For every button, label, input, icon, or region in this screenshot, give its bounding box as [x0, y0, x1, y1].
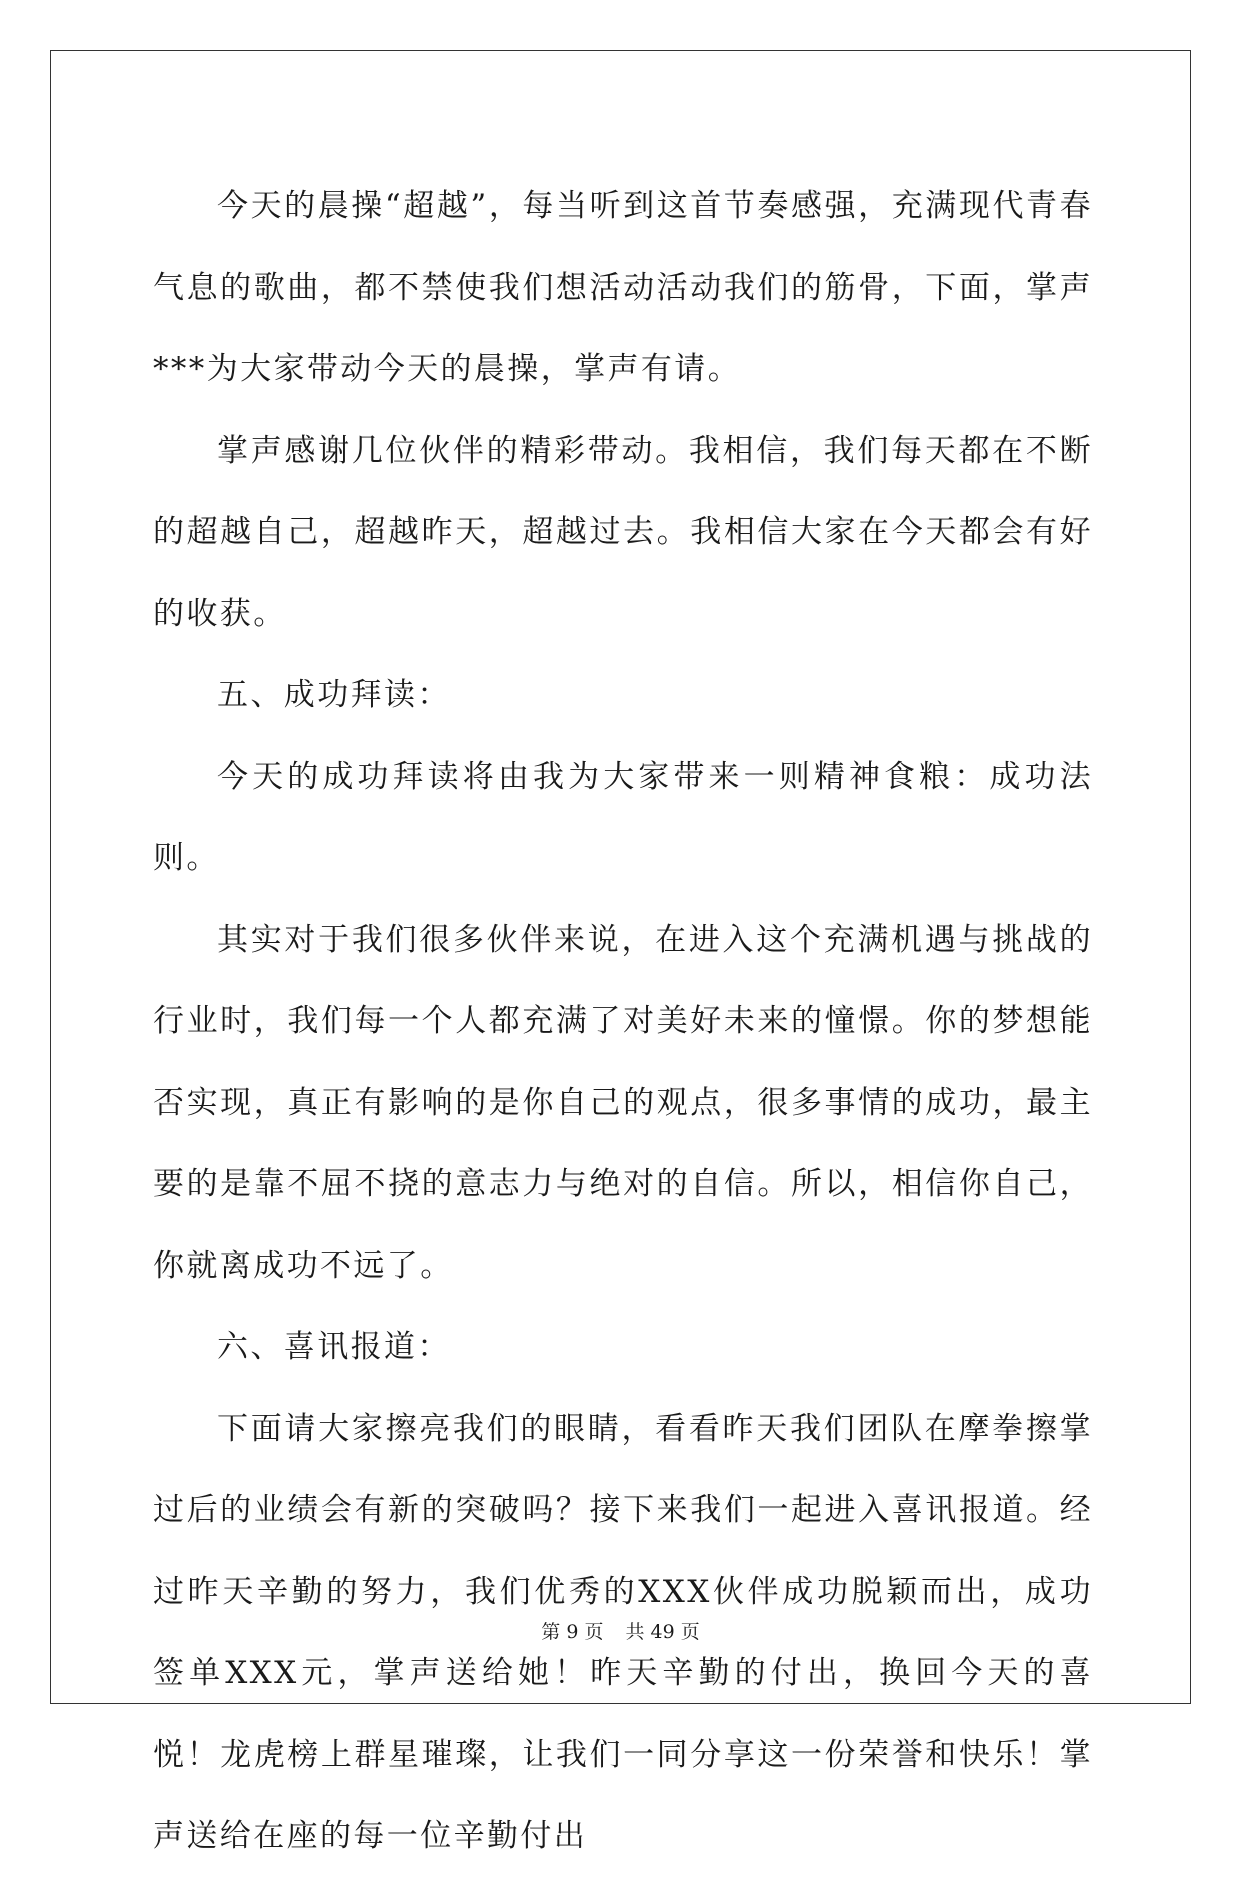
total-page-count: 共 49 页	[625, 1621, 700, 1643]
paragraph-thanks: 掌声感谢几位伙伴的精彩带动。我相信，我们每天都在不断的超越自己，超越昨天，超越过去。我相信大家在今天都会有好的收获。	[153, 432, 1093, 632]
page-footer	[0, 1620, 1241, 1644]
paragraph-morning-exercise: 今天的晨操“超越”，每当听到这首节奏感强，充满现代青春气息的歌曲，都不禁使我们想活动活动我们的筋骨，下面，掌声***为大家带动今天的晨操，掌声有请。	[153, 188, 1093, 387]
paragraph-good-news-body: 下面请大家擦亮我们的眼睛，看看昨天我们团队在摩拳擦掌过后的业绩会有新的突破吗？接下来我们一起进入喜讯报道。经过昨天辛勤的努力，我们优秀的XXX伙伴成功脱颖而出，成功签单XXX元，掌声送给她！昨天辛勤的付出，换回今天的喜悦！龙虎榜上群星璀璨，让我们一同分享这一份荣誉和快乐！掌声送给在座的每一位辛勤付出	[153, 1410, 1093, 1854]
section-heading-good-news: 六、喜讯报道：	[217, 1329, 451, 1365]
section-heading-success-reading: 五、成功拜读：	[217, 677, 451, 713]
paragraph-success-rule-intro: 今天的成功拜读将由我为大家带来一则精神食粮：成功法则。	[153, 758, 1093, 876]
current-page-number: 第 9 页	[541, 1621, 604, 1643]
paragraph-success-rule-body: 其实对于我们很多伙伴来说，在进入这个充满机遇与挑战的行业时，我们每一个人都充满了对美好未来的憧憬。你的梦想能否实现，真正有影响的是你自己的观点，很多事情的成功，最主要的是靠不屈不挠的意志力与绝对的自信。所以，相信你自己，你就离成功不远了。	[153, 921, 1093, 1284]
